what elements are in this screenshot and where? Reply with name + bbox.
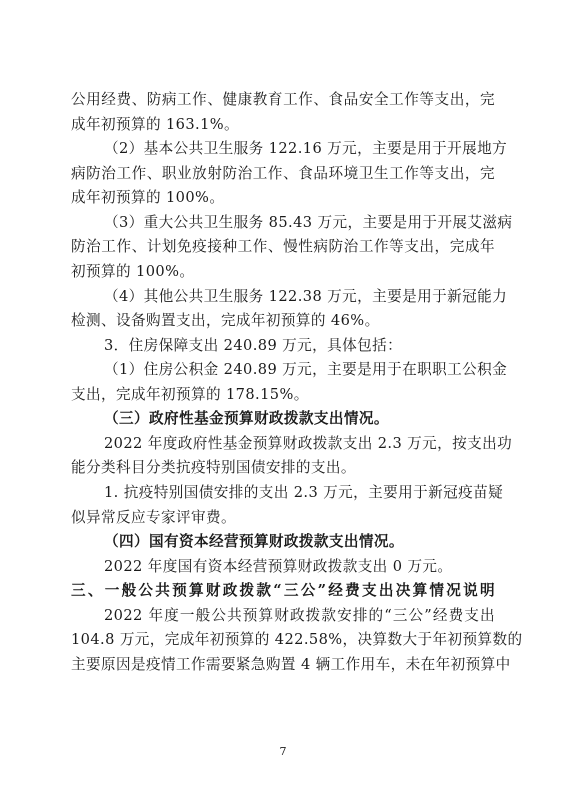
text-line: 支出，完成年初预算的 178.15%。 [71, 386, 309, 403]
text-line: 3．住房保障支出 240.89 万元，具体包括： [104, 337, 403, 354]
section-heading: （四）国有资本经营预算财政拨款支出情况。 [104, 533, 404, 550]
text-line: 2022 年度一般公共预算财政拨款安排的“三公”经费支出 [104, 607, 495, 624]
text-line: （1）住房公积金 240.89 万元，主要是用于在职职工公积金 [104, 361, 508, 378]
text-line: （3）重大公共卫生服务 85.43 万元，主要是用于开展艾滋病 [104, 214, 513, 231]
page-number: 7 [279, 745, 287, 758]
text-line: （2）基本公共卫生服务 122.16 万元，主要是用于开展地方 [104, 140, 508, 157]
text-line: 1. 抗疫特别国债安排的支出 2.3 万元，主要用于新冠疫苗疑 [104, 484, 504, 501]
text-line: 2022 年度政府性基金预算财政拨款支出 2.3 万元，按支出功 [104, 435, 513, 452]
text-line: 2022 年度国有资本经营预算财政拨款支出 0 万元。 [104, 558, 453, 575]
text-line: 似异常反应专家评审费。 [71, 509, 236, 526]
text-line: 防治工作、计划免疫接种工作、慢性病防治工作等支出，完成年 [71, 238, 495, 255]
text-line: 初预算的 100%。 [71, 263, 195, 280]
text-line: 病防治工作、职业放射防治工作、食品环境卫生工作等支出，完 [71, 165, 495, 182]
section-heading: （三）政府性基金预算财政拨款支出情况。 [104, 410, 389, 427]
text-line: 成年初预算的 163.1%。 [71, 116, 240, 133]
text-line: 主要原因是疫情工作需要紧急购置 4 辆工作用车，未在年初预算中 [71, 656, 511, 673]
text-line: （4）其他公共卫生服务 122.38 万元，主要是用于新冠能力 [104, 288, 508, 305]
text-line: 成年初预算的 100%。 [71, 189, 225, 206]
text-line: 104.8 万元，完成年初预算的 422.58%，决算数大于年初预算数的 [71, 631, 523, 648]
section-heading: 三、一般公共预算财政拨款“三公”经费支出决算情况说明 [71, 582, 495, 599]
text-line: 能分类科目分类抗疫特别国债安排的支出。 [71, 459, 356, 476]
text-line: 检测、设备购置支出，完成年初预算的 46%。 [71, 312, 380, 329]
text-line: 公用经费、防病工作、健康教育工作、食品安全工作等支出，完 [71, 91, 495, 108]
